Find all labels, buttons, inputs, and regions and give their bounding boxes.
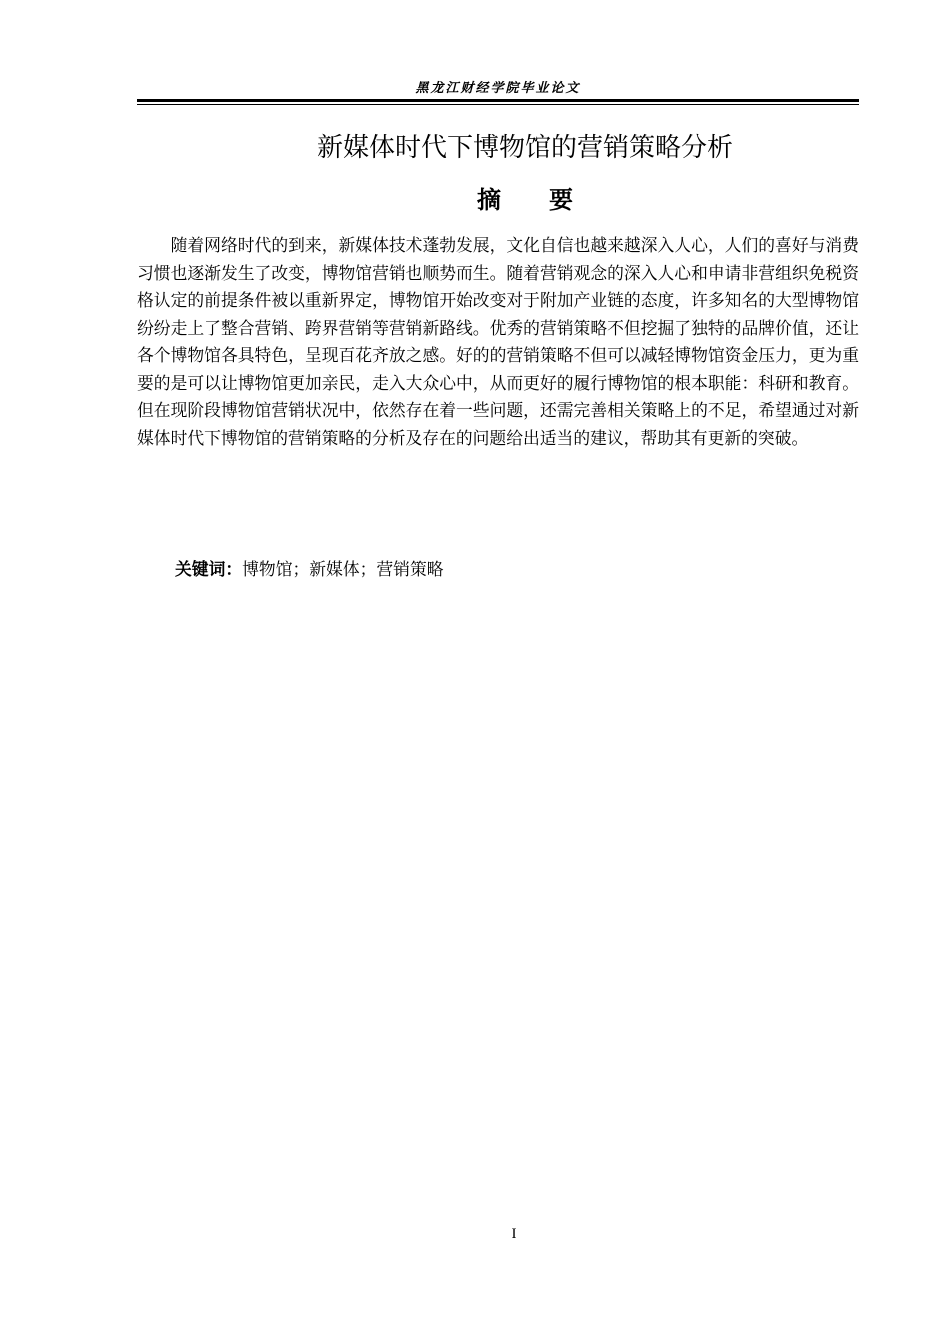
abstract-body: 随着网络时代的到来，新媒体技术蓬勃发展，文化自信也越来越深入人心，人们的喜好与消费习惯也逐渐发生了改变，博物馆营销也顺势而生。随着营销观念的深入人心和申请非营组织免税资格认定的前提条件被以重新界定，博物馆开始改变对于附加产业链的态度，许多知名的大型博物馆纷纷走上了整合营销、跨界营销等营销新路线。优秀的营销策略不但挖掘了独特的品牌价值，还让各个博物馆各具特色，呈现百花齐放之感。好的的营销策略不但可以减轻博物馆资金压力，更为重要的是可以让博物馆更加亲民，走入大众心中，从而更好的履行博物馆的根本职能：科研和教育。但在现阶段博物馆营销状况中，依然存在着一些问题，还需完善相关策略上的不足，希望通过对新媒体时代下博物馆的营销策略的分析及存在的问题给出适当的建议，帮助其有更新的突破。 <box>137 235 859 448</box>
header-rule-thin <box>137 104 859 105</box>
keywords-label: 关键词： <box>175 559 243 579</box>
running-header: 黑龙江财经学院毕业论文 <box>415 81 581 96</box>
abstract-heading: 摘 要 <box>477 186 573 214</box>
page-number: I <box>511 1226 517 1242</box>
document-title: 新媒体时代下博物馆的营销策略分析 <box>316 133 733 163</box>
keywords-line <box>175 556 444 583</box>
header-rule-thick <box>137 99 859 102</box>
keywords-value: 博物馆；新媒体；营销策略 <box>242 559 444 579</box>
